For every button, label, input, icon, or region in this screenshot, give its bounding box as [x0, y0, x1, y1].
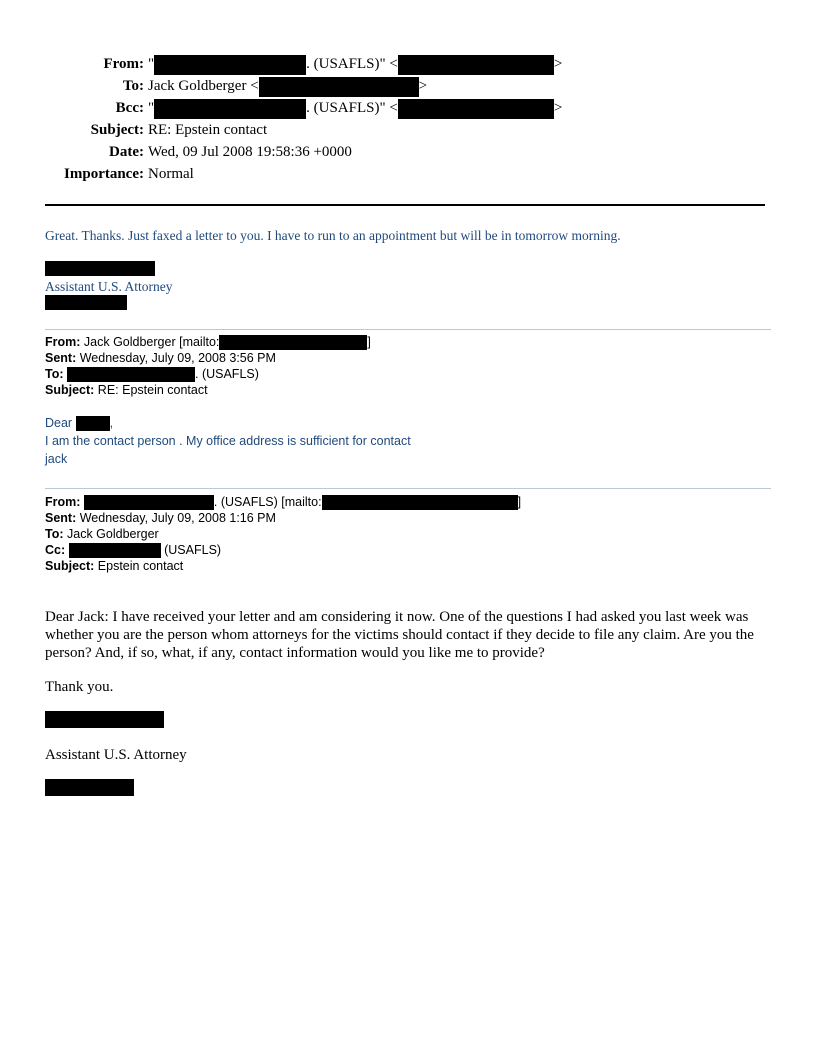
- quoted1-from-close: ]: [367, 335, 371, 349]
- from-value: [148, 53, 562, 75]
- greeting-text: Dear: [45, 416, 73, 430]
- to-value: [148, 75, 427, 97]
- date-value: Wed, 09 Jul 2008 19:58:36 +0000: [148, 144, 352, 160]
- redacted-name: [76, 416, 110, 431]
- quote-divider: [45, 488, 771, 489]
- quoted1-sent-value: Wednesday, July 09, 2008 3:56 PM: [79, 351, 276, 366]
- subject-value: RE: Epstein contact: [148, 122, 268, 138]
- quoted1-subject-value: RE: Epstein contact: [97, 383, 208, 398]
- quoted1-from-row: [45, 334, 371, 350]
- quoted1-to-value: . (USAFLS): [195, 367, 259, 382]
- quoted2-to-value: Jack Goldberger: [67, 527, 159, 542]
- header-subject-row: [0, 119, 816, 141]
- redacted-signature-name: [45, 261, 155, 276]
- redacted-email: [398, 55, 554, 75]
- header-from-row: [0, 53, 816, 75]
- quoted1-from-value: Jack Goldberger [mailto:: [83, 335, 220, 349]
- redacted-signature-name: [45, 711, 164, 728]
- redacted-name: [154, 55, 306, 75]
- redacted-email: [219, 335, 367, 350]
- quoted1-to-label: To:: [45, 367, 64, 382]
- quoted2-from-close: ]: [517, 495, 522, 509]
- quoted1-subject-label: Subject:: [45, 383, 95, 398]
- quoted2-thanks: Thank you.: [45, 679, 114, 695]
- email-header: [0, 53, 816, 185]
- quoted1-from-label: From:: [45, 335, 81, 349]
- redacted-signature-extra: [45, 779, 134, 796]
- importance-value: Normal: [148, 166, 194, 182]
- quoted1-greeting: [45, 416, 113, 431]
- quoted2-subject-label: Subject:: [45, 559, 95, 574]
- quoted1-header: [45, 334, 371, 398]
- quoted2-header: [45, 494, 521, 574]
- quoted1-to-row: [45, 366, 371, 382]
- quoted2-to-label: To:: [45, 527, 64, 542]
- quote-divider: [45, 329, 771, 330]
- header-importance-row: [0, 163, 816, 185]
- redacted-signature-extra: [45, 295, 127, 310]
- header-divider: [45, 204, 765, 206]
- greeting-comma: ,: [109, 416, 114, 430]
- redacted-name: [154, 99, 306, 119]
- bcc-value: [148, 97, 562, 119]
- quoted1-subject-row: [45, 382, 371, 398]
- quoted2-cc-label: Cc:: [45, 543, 66, 558]
- redacted-email: [398, 99, 554, 119]
- redacted-email: [322, 495, 518, 510]
- redacted-name: [69, 543, 161, 558]
- from-close: >: [553, 56, 563, 72]
- quoted1-sent-label: Sent:: [45, 351, 77, 366]
- quoted2-sent-label: Sent:: [45, 511, 77, 526]
- date-label: Date:: [109, 144, 144, 160]
- subject-label: Subject:: [90, 122, 144, 138]
- quoted2-body: Dear Jack: I have received your letter and am considering it now. One of the questions I had asked you last week was whether you are the person whom attorneys for the victims should contact if they decide to file any claim. Are you the person? And, if so, what, if any, contact information would you like me to provide?: [45, 609, 754, 661]
- from-quote: ": [148, 56, 155, 72]
- reply-body: Great. Thanks. Just faxed a letter to you. I have to run to an appointment but will be in tomorrow morning.: [45, 228, 621, 243]
- reply-signature-title: Assistant U.S. Attorney: [45, 279, 173, 294]
- redacted-name: [84, 495, 214, 510]
- from-org: . (USAFLS)" <: [306, 56, 398, 72]
- quoted2-sent-value: Wednesday, July 09, 2008 1:16 PM: [79, 511, 276, 526]
- quoted2-from-label: From:: [45, 495, 81, 509]
- quoted2-from-row: [45, 494, 521, 510]
- quoted2-to-row: [45, 526, 521, 542]
- quoted2-subject-value: Epstein contact: [97, 559, 184, 574]
- redacted-name: [67, 367, 195, 382]
- to-name: Jack Goldberger <: [148, 78, 259, 94]
- header-to-row: [0, 75, 816, 97]
- bcc-quote: ": [148, 100, 155, 116]
- quoted1-line1: I am the contact person . My office address is sufficient for contact: [45, 434, 411, 448]
- importance-label: Importance:: [64, 166, 144, 182]
- bcc-label: Bcc:: [115, 100, 144, 116]
- to-close: >: [418, 78, 428, 94]
- header-date-row: [0, 141, 816, 163]
- quoted2-signature-title: Assistant U.S. Attorney: [45, 747, 187, 763]
- to-label: To:: [122, 78, 144, 94]
- quoted2-from-org: . (USAFLS) [mailto:: [213, 495, 322, 509]
- quoted2-cc-row: [45, 542, 521, 558]
- redacted-email: [259, 77, 419, 97]
- quoted1-sent-row: [45, 350, 371, 366]
- bcc-org: . (USAFLS)" <: [306, 100, 398, 116]
- from-label: From:: [103, 56, 144, 72]
- quoted2-subject-row: [45, 558, 521, 574]
- header-bcc-row: [0, 97, 816, 119]
- quoted1-line2: jack: [45, 452, 68, 466]
- quoted2-sent-row: [45, 510, 521, 526]
- bcc-close: >: [553, 100, 563, 116]
- quoted2-cc-value: (USAFLS): [160, 543, 222, 558]
